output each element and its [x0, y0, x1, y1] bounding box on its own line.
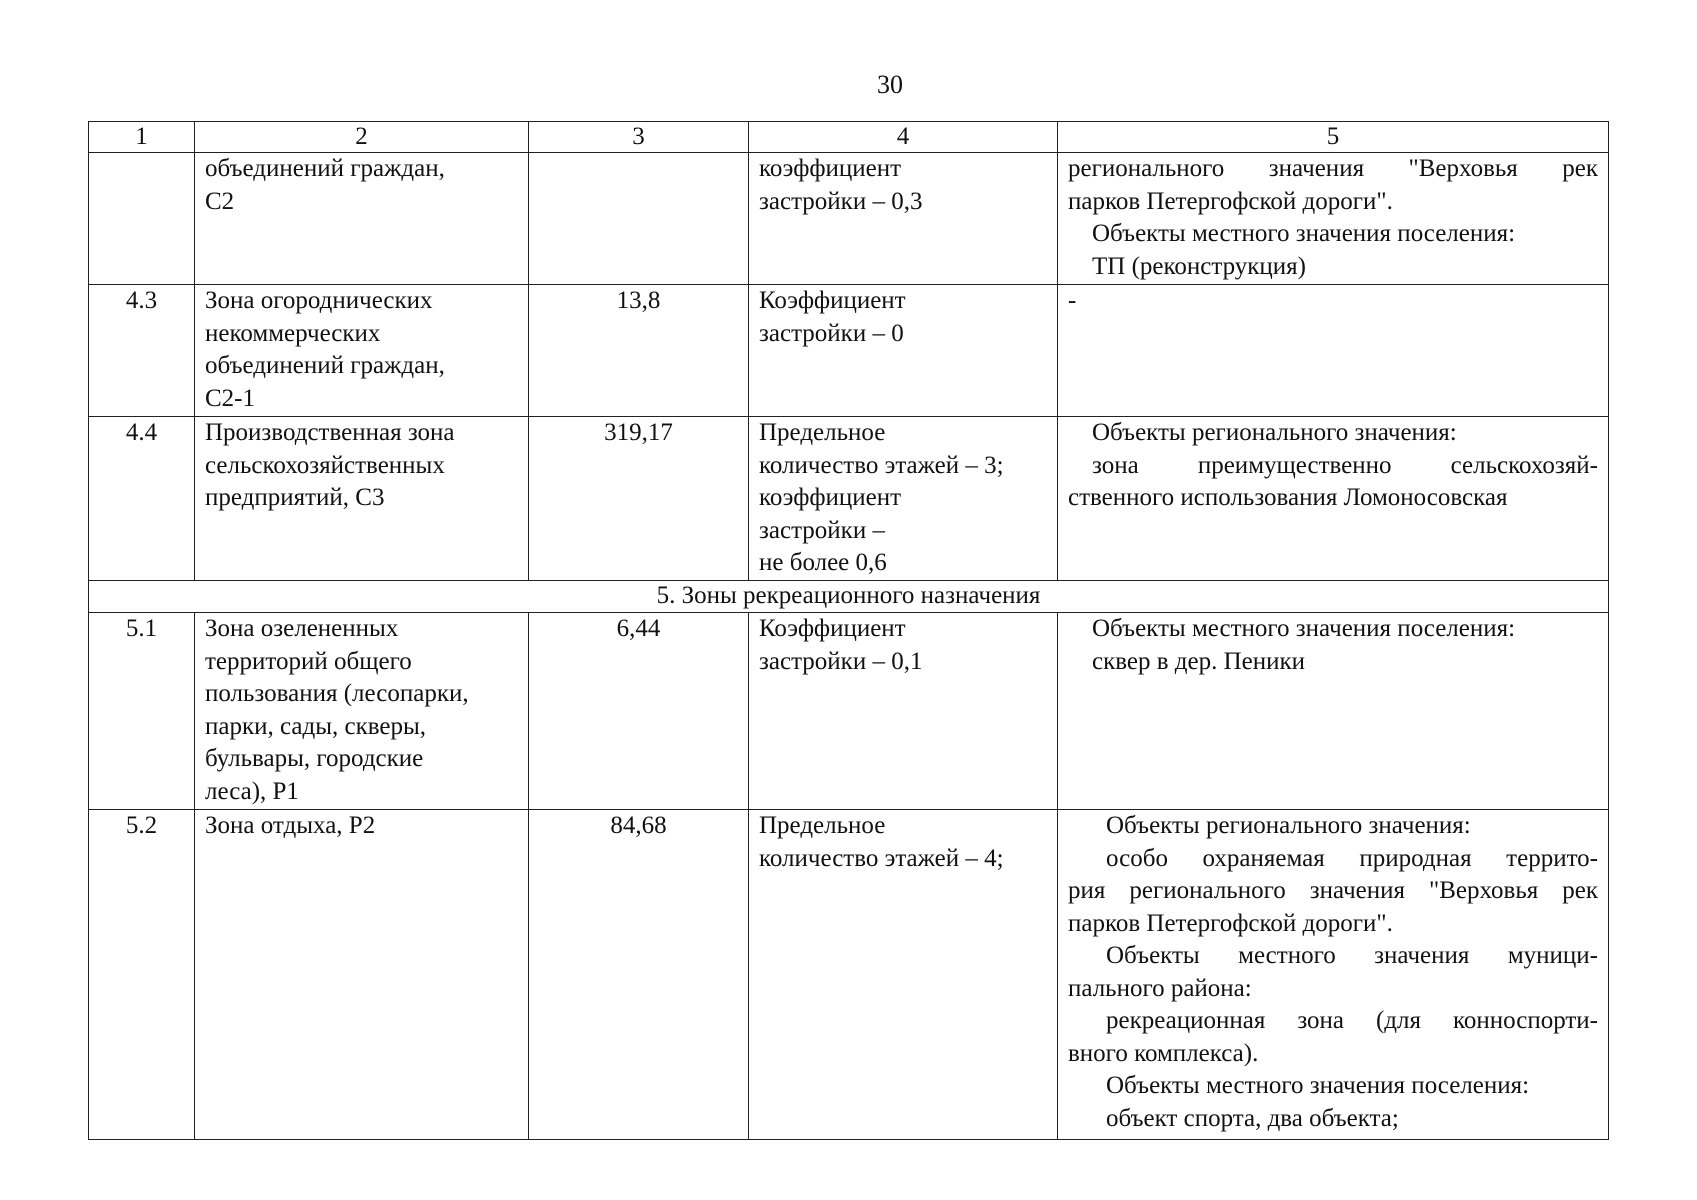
zone-name-line: Зона огороднических: [205, 287, 433, 314]
zone-name: [195, 153, 529, 285]
zone-params: [749, 285, 1058, 417]
zone-name: [195, 810, 529, 1140]
zone-objects-line: зона преимущественно сельскохозяй-: [1092, 451, 1598, 479]
row-number: 4.4: [89, 417, 195, 581]
zone-name-line: сельскохозяйственных: [205, 451, 445, 479]
zone-area: [529, 153, 749, 285]
row-number: [89, 153, 195, 285]
zone-name-line: Зона озелененных: [205, 615, 399, 642]
zone-name-line: С2: [205, 187, 235, 215]
zone-name-line: некоммерческих: [205, 319, 381, 347]
zone-params: [749, 417, 1058, 581]
zone-objects-line: Объекты местного значения муници-: [1106, 942, 1598, 969]
zone-area: 13,8: [529, 285, 749, 417]
zone-objects: [1058, 810, 1609, 1140]
zone-objects-line: рия регионального значения "Верховья рек: [1068, 877, 1598, 904]
zone-name: [195, 613, 529, 810]
table-row: [89, 285, 1609, 417]
section-title: 5. Зоны рекреационного назначения: [89, 581, 1609, 613]
zone-objects-line: парков Петергофской дороги".: [1068, 909, 1393, 937]
zone-params-line: коэффициент: [759, 484, 902, 511]
table-row: [89, 417, 1609, 581]
zone-params-line: коэффициент: [759, 155, 902, 182]
zone-objects-line: Объекты местного значения поселения:: [1092, 220, 1516, 247]
zone-area: 6,44: [529, 613, 749, 810]
zone-objects-line: Объекты регионального значения:: [1092, 419, 1457, 446]
zone-objects-line: вного комплекса).: [1068, 1039, 1259, 1067]
zone-objects-line: -: [1068, 287, 1077, 314]
column-header-3: 3: [529, 122, 749, 153]
zone-params-line: не более 0,6: [759, 549, 887, 576]
zone-objects-line: сквер в дер. Пеники: [1092, 647, 1306, 675]
zone-objects-line: ственного использования Ломоносовская: [1068, 484, 1508, 511]
table-row: [89, 153, 1609, 285]
zone-objects-line: объект спорта, два объекта;: [1106, 1104, 1399, 1132]
zone-objects: [1058, 417, 1609, 581]
zone-objects-line: Объекты регионального значения:: [1106, 812, 1471, 839]
zone-name: [195, 285, 529, 417]
zones-table: [88, 121, 1609, 1140]
column-header-4: 4: [749, 122, 1058, 153]
row-number: 5.1: [89, 613, 195, 810]
zone-params: [749, 153, 1058, 285]
zone-params-line: Коэффициент: [759, 615, 906, 642]
zone-name-line: объединений граждан,: [205, 155, 445, 182]
zone-name-line: бульвары, городские: [205, 745, 424, 772]
row-number: 5.2: [89, 810, 195, 1140]
row-number: 4.3: [89, 285, 195, 417]
zone-params-line: застройки –: [759, 516, 885, 544]
zone-name-line: парки, сады, скверы,: [205, 712, 427, 740]
zone-name-line: территорий общего: [205, 647, 412, 675]
zone-params: [749, 810, 1058, 1140]
zone-name-line: предприятий, С3: [205, 484, 385, 511]
column-header-1: 1: [89, 122, 195, 153]
zone-objects-line: парков Петергофской дороги".: [1068, 187, 1393, 215]
zone-area: 84,68: [529, 810, 749, 1140]
zone-name-line: Зона отдыха, Р2: [205, 812, 376, 839]
zone-params-line: количество этажей – 4;: [759, 844, 1004, 872]
zone-params-line: застройки – 0,1: [759, 647, 923, 675]
zone-objects-line: регионального значения "Верховья рек: [1068, 155, 1598, 182]
zone-params-line: количество этажей – 3;: [759, 451, 1004, 479]
zone-area: 319,17: [529, 417, 749, 581]
zone-objects: [1058, 153, 1609, 285]
zone-name-line: леса), Р1: [205, 777, 299, 805]
zone-name-line: С2-1: [205, 384, 255, 412]
zone-params-line: застройки – 0: [759, 319, 904, 347]
zone-params-line: застройки – 0,3: [759, 187, 923, 215]
table-row: [89, 810, 1609, 1140]
zone-objects-line: Объекты местного значения поселения:: [1092, 615, 1516, 642]
page-number: 30: [877, 70, 903, 99]
zone-objects-line: Объекты местного значения поселения:: [1106, 1072, 1530, 1099]
zone-objects-line: рекреационная зона (для конноспорти-: [1106, 1007, 1598, 1034]
zone-objects-line: особо охраняемая природная террито-: [1106, 844, 1598, 872]
zone-name: [195, 417, 529, 581]
zone-params-line: Коэффициент: [759, 287, 906, 314]
table-header-row: [89, 122, 1609, 153]
zone-objects-line: пального района:: [1068, 974, 1252, 1002]
zone-name-line: объединений граждан,: [205, 352, 445, 379]
zone-params-line: Предельное: [759, 419, 886, 446]
zone-params-line: Предельное: [759, 812, 886, 839]
zone-objects: [1058, 613, 1609, 810]
zone-objects-line: ТП (реконструкция): [1092, 252, 1306, 280]
zone-name-line: пользования (лесопарки,: [205, 680, 469, 707]
zone-name-line: Производственная зона: [205, 419, 455, 446]
section-row: [89, 581, 1609, 613]
column-header-2: 2: [195, 122, 529, 153]
zone-params: [749, 613, 1058, 810]
column-header-5: 5: [1058, 122, 1609, 153]
zone-objects: [1058, 285, 1609, 417]
table-row: [89, 613, 1609, 810]
